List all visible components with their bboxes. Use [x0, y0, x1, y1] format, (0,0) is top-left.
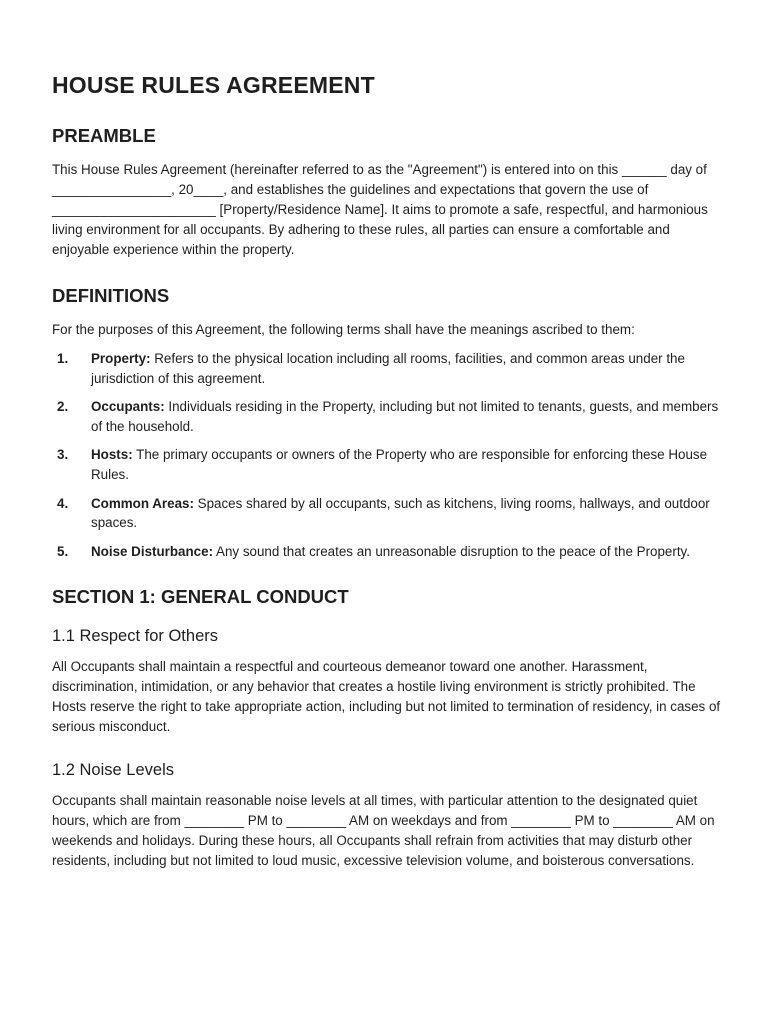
definition-text: Spaces shared by all occupants, such as kitchens, living rooms, hallways, and outdoor spaces.: [91, 495, 710, 531]
definition-item: [52, 542, 719, 562]
definition-term: Noise Disturbance:: [91, 543, 214, 559]
definition-term: Property:: [91, 351, 151, 366]
respect-text: All Occupants shall maintain a respectful and courteous demeanor toward one another. Harassment, discrimination, intimidation, or any behavior that creates a hostile living environment is strictly prohibited. The Hosts reserve the right to take appropriate action, including but not limited to termination of residency, in cases of serious misconduct.: [52, 659, 721, 735]
section1-general-conduct: [52, 585, 721, 871]
definitions-list: [52, 349, 718, 561]
definition-item: [52, 397, 719, 436]
definitions-heading: DEFINITIONS: [52, 285, 170, 306]
respect-subsection: [52, 625, 721, 737]
definition-text: The primary occupants or owners of the Property who are responsible for enforcing these House Rules.: [91, 447, 708, 482]
definition-item: [52, 494, 719, 533]
definition-term: Occupants:: [91, 399, 165, 415]
document-title: HOUSE RULES AGREEMENT: [52, 72, 375, 98]
noise-subsection: [52, 759, 718, 871]
definition-number: 1.: [57, 351, 69, 366]
definition-term: Hosts:: [91, 447, 133, 463]
definitions-section: [52, 284, 718, 561]
definition-text: Individuals residing in the Property, including but not limited to tenants, guests, and members of the household.: [91, 399, 719, 434]
definitions-intro: For the purposes of this Agreement, the following terms shall have the meanings ascribed to them:: [52, 322, 635, 337]
noise-heading: 1.2 Noise Levels: [52, 761, 174, 780]
definition-text: Any sound that creates an unreasonable disruption to the peace of the Property.: [213, 543, 690, 559]
noise-text: Occupants shall maintain reasonable noise levels at all times, with particular attention to the designated quiet hours, which are from ________ PM to ________ AM on weekdays and from ________ PM to ________ AM on weekends and holidays. During these hours, all Occupants shall refrain from activities that may disturb other residents, including but not limited to loud music, excessive television volume, and boisterous conversations.: [52, 793, 715, 869]
preamble-section: [52, 124, 718, 260]
respect-heading: 1.1 Respect for Others: [52, 627, 218, 646]
preamble-heading: PREAMBLE: [52, 125, 156, 146]
definition-number: 2.: [57, 399, 69, 415]
definition-term: Common Areas:: [91, 495, 194, 511]
definition-number: 3.: [57, 447, 69, 463]
definition-item: [52, 445, 719, 484]
section1-heading: SECTION 1: GENERAL CONDUCT: [52, 586, 349, 608]
definition-number: 4.: [57, 495, 69, 511]
definition-number: 5.: [57, 543, 69, 559]
definition-item: [52, 349, 719, 388]
preamble-text: This House Rules Agreement (hereinafter referred to as the "Agreement") is entered into on this ______ day of ________________, 20____, and establishes the guidelines and expectations that govern the use of ______________________ [Property/Residence Name]. It aims to promote a safe, respectful, and harmonious living environment for all occupants. By adhering to these rules, all parties can ensure a comfortable and enjoyable experience within the property.: [52, 162, 708, 257]
definition-text: Refers to the physical location including all rooms, facilities, and common areas under the jurisdiction of this agreement.: [91, 351, 685, 386]
